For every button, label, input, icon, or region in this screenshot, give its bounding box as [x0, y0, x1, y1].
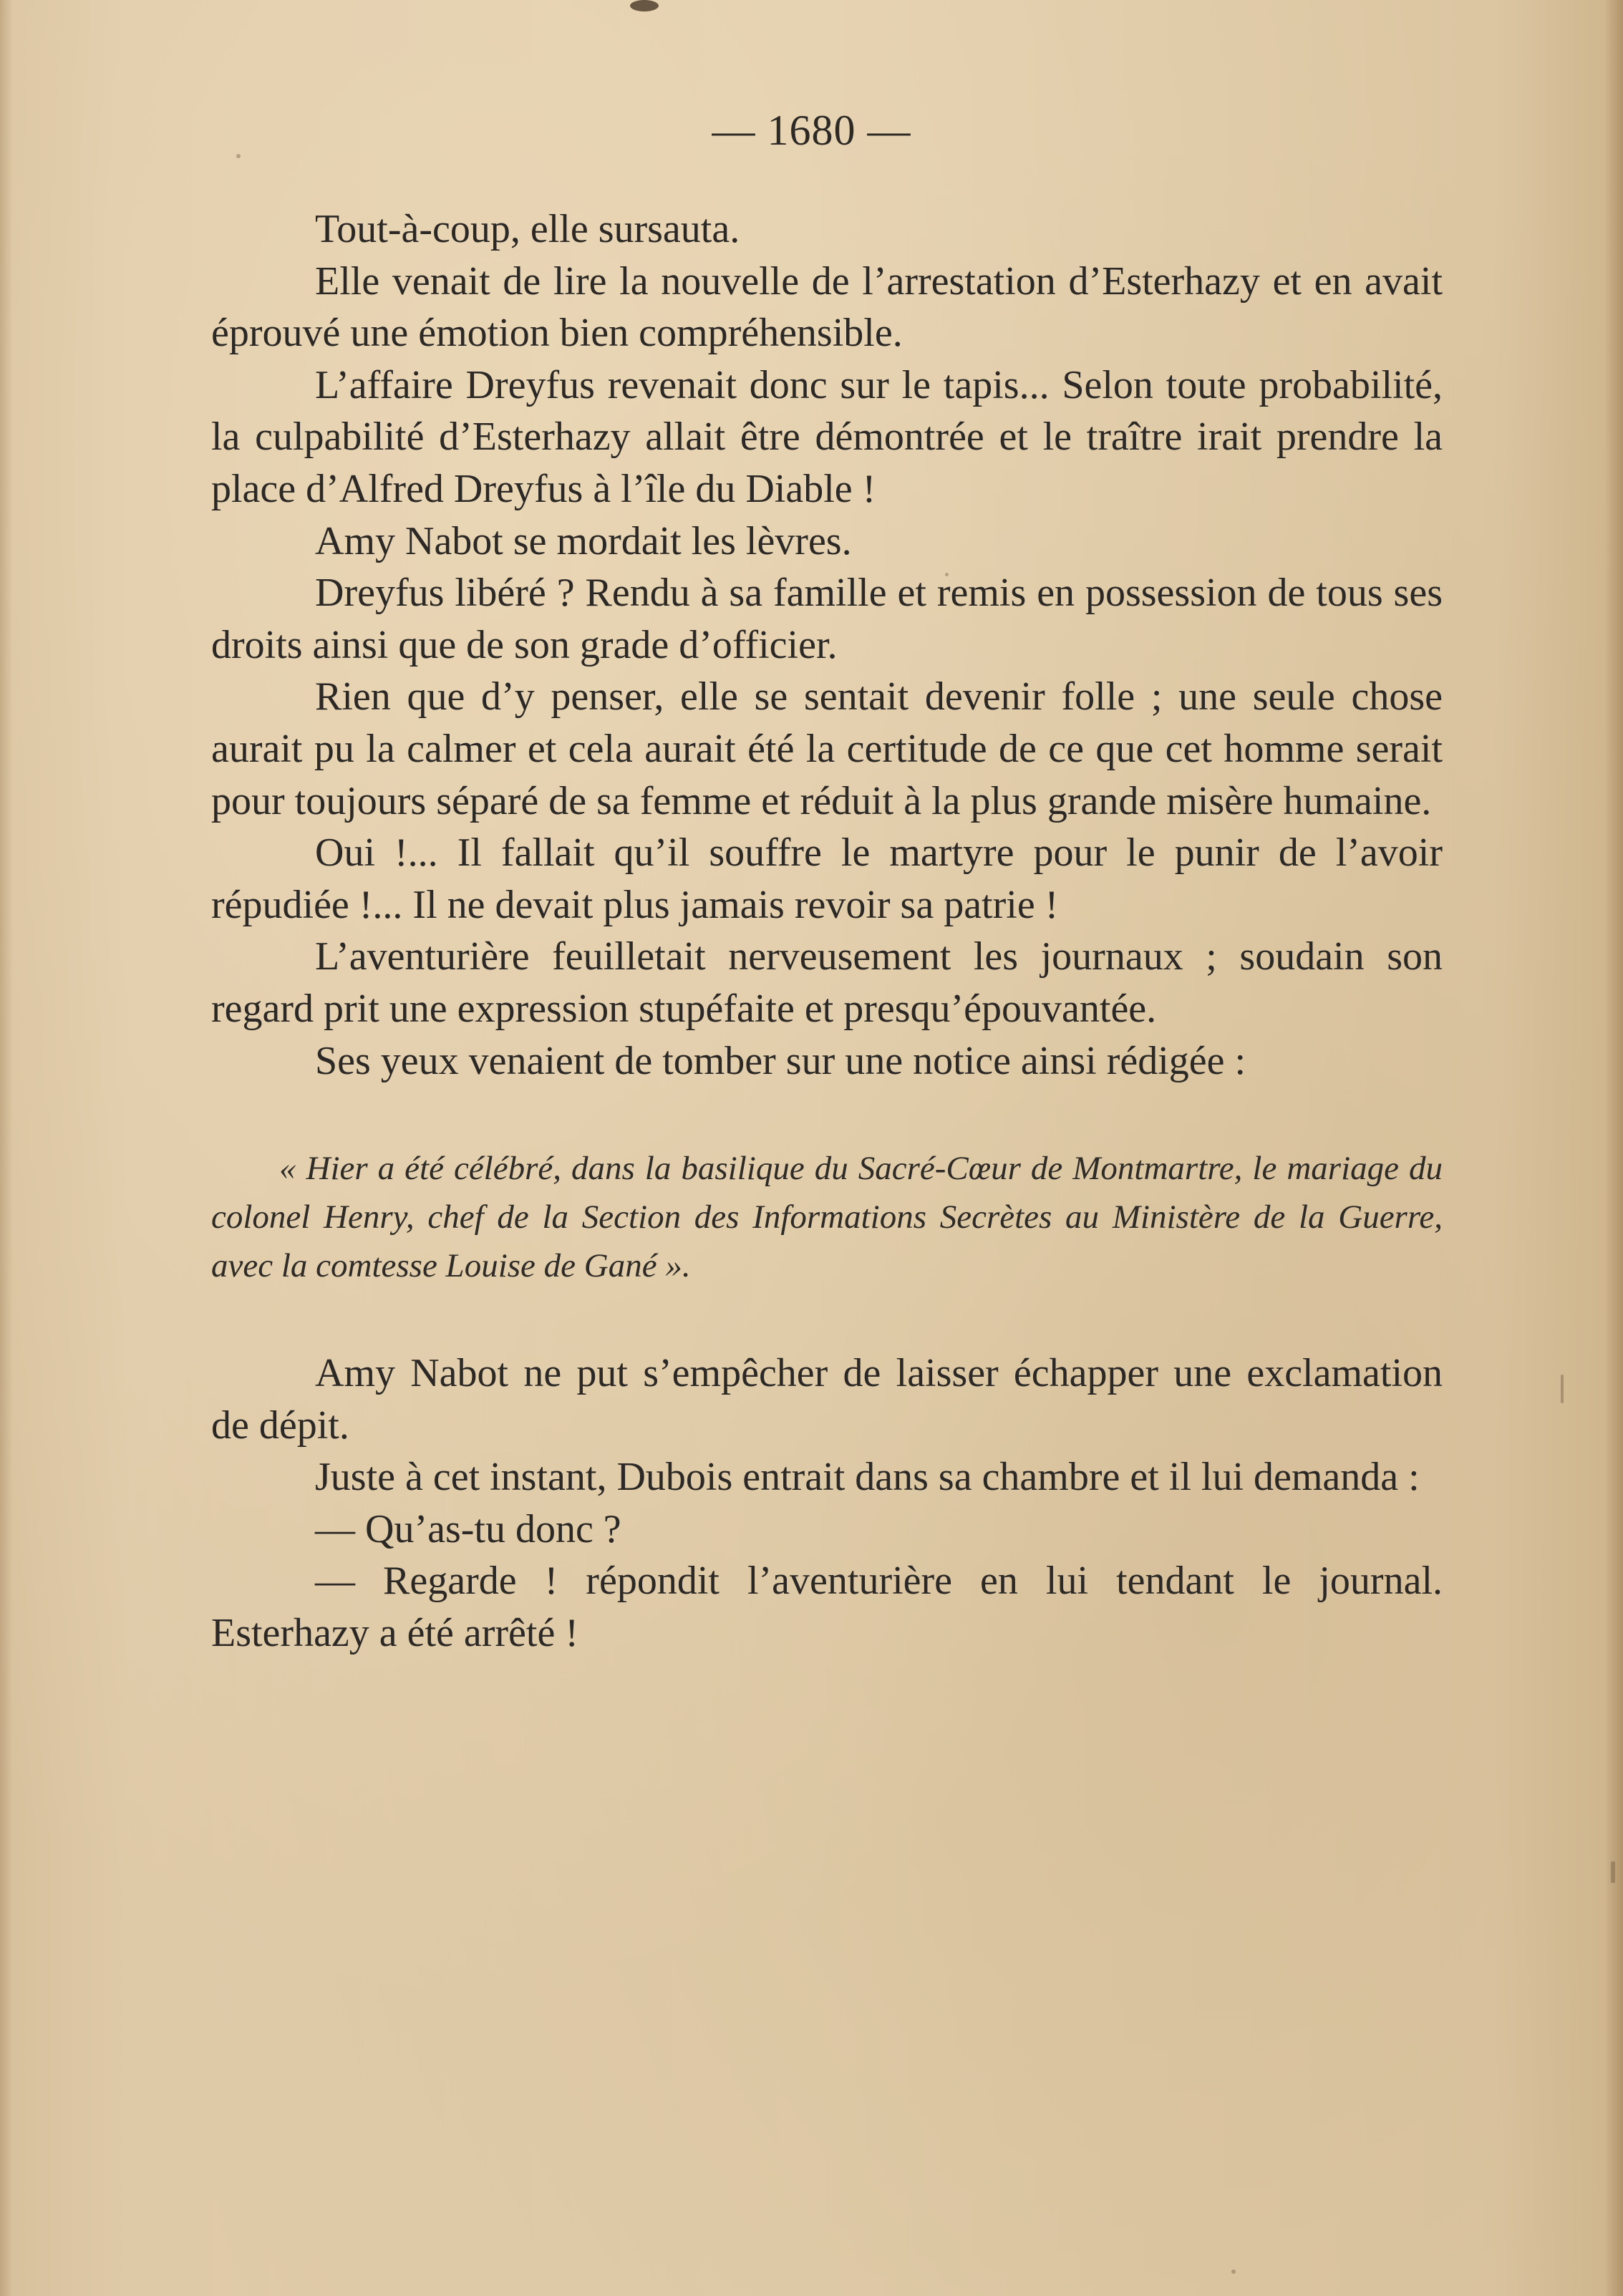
dialogue-line: — Regarde ! répondit l’aventurière en lui tendant le journal. Esterhazy a été arrêté !	[211, 1559, 1443, 1656]
paragraph: L’affaire Dreyfus revenait donc sur le tapis... Selon toute probabilité, la culpabilité d’Esterhazy allait être démontrée et le traître irait prendre la place d’Alfred Dreyfus à l’île du Diable !	[211, 362, 1443, 511]
dialogue-line: — Qu’as-tu donc ?	[315, 1506, 621, 1551]
paragraph: Amy Nabot se mordait les lèvres.	[315, 518, 852, 563]
paragraph: Juste à cet instant, Dubois entrait dans sa chambre et il lui demanda :	[315, 1455, 1420, 1500]
newspaper-notice-quote: « Hier a été célébré, dans la basilique du Sacré-Cœur de Montmartre, le mariage du colonel Henry, chef de la Section des Informations Secrètes au Ministère de la Guerre, avec la comtesse Louise de Gané ».	[211, 1150, 1443, 1285]
page-right-edge	[1604, 0, 1623, 2296]
paper-speck	[1611, 1861, 1615, 1883]
paragraph: Oui !... Il fallait qu’il souffre le martyre pour le punir de l’avoir répudiée !... Il ne devait plus jamais revoir sa patrie !	[211, 830, 1443, 927]
paper-speck	[630, 0, 659, 11]
body-text	[211, 203, 1443, 1660]
paper-speck	[1561, 1375, 1564, 1403]
page-number: — 1680 —	[712, 107, 911, 154]
paragraph: Amy Nabot ne put s’empêcher de laisser échapper une exclamation de dépit.	[211, 1351, 1443, 1448]
paragraph: Tout-à-coup, elle sursauta.	[315, 207, 740, 251]
paragraph: Elle venait de lire la nouvelle de l’arrestation d’Esterhazy et en avait éprouvé une émotion bien compréhensible.	[211, 258, 1443, 356]
paper-speck	[1231, 2270, 1236, 2274]
paragraph: Dreyfus libéré ? Rendu à sa famille et remis en possession de tous ses droits ainsi que de son grade d’officier.	[211, 571, 1443, 667]
paragraph: Rien que d’y penser, elle se sentait devenir folle ; une seule chose aurait pu la calmer et cela aurait été la certitude de ce que cet homme serait pour toujours séparé de sa femme et réduit à la plus grande misère humaine.	[211, 674, 1443, 823]
page-left-edge	[0, 0, 13, 2296]
paragraph: L’aventurière feuilletait nerveusement les journaux ; soudain son regard prit une expression stupéfaite et presqu’épouvantée.	[211, 934, 1443, 1031]
paragraph: Ses yeux venaient de tomber sur une notice ainsi rédigée :	[315, 1038, 1246, 1083]
